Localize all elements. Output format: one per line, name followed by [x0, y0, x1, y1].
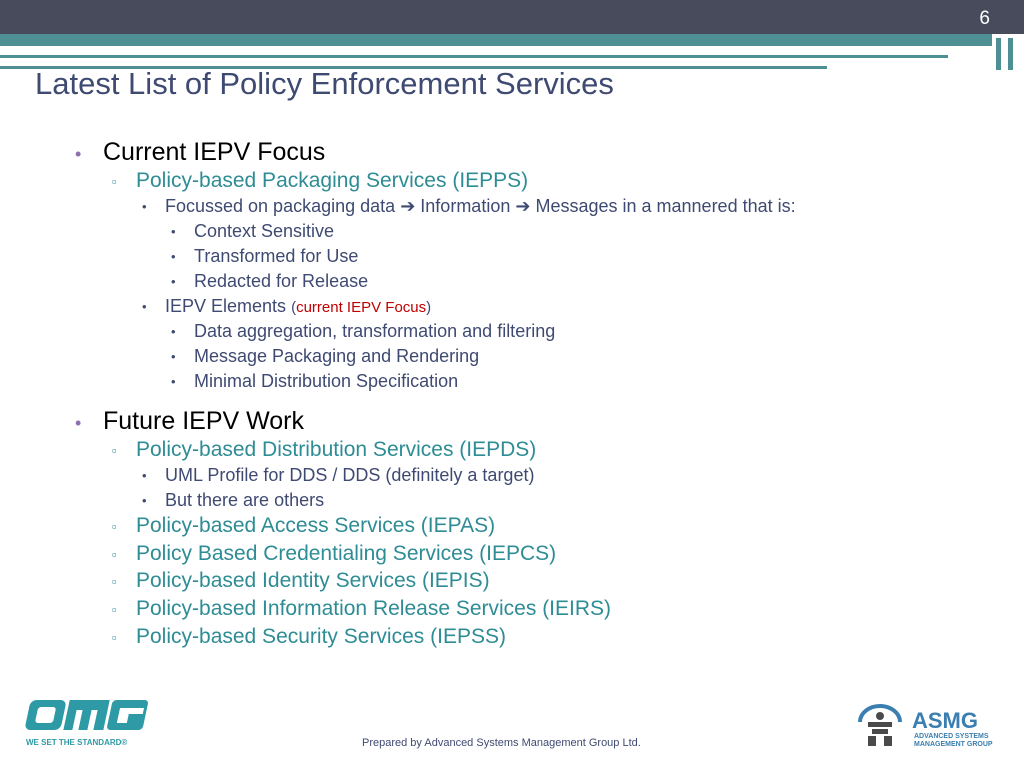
- iepv-elements-label: IEPV Elements: [165, 296, 287, 316]
- asmg-tagline-1: ADVANCED SYSTEMS: [914, 733, 989, 740]
- dot-bullet-icon: •: [171, 249, 176, 264]
- asmg-figure-icon: [860, 706, 900, 746]
- asmg-logo-text: ASMG: [912, 708, 978, 733]
- item-iepas: Policy-based Access Services (IEPAS): [136, 514, 496, 537]
- asmg-logo: [858, 704, 998, 750]
- square-bullet-icon: ▫: [112, 602, 117, 617]
- dot-bullet-icon: •: [171, 224, 176, 239]
- dot-bullet-icon: •: [142, 299, 147, 314]
- item-redacted: Redacted for Release: [194, 271, 369, 291]
- dot-bullet-icon: •: [171, 349, 176, 364]
- focussed-information: Information: [420, 196, 511, 216]
- round-bullet-icon: •: [75, 413, 82, 433]
- dot-bullet-icon: •: [142, 199, 147, 214]
- square-bullet-icon: ▫: [112, 574, 117, 589]
- bullet-future-work: Future IEPV Work: [103, 407, 304, 435]
- asmg-tagline-2: MANAGEMENT GROUP: [914, 741, 993, 748]
- item-ieirs: Policy-based Information Release Services (IEIRS): [136, 597, 612, 620]
- item-iepps: Policy-based Packaging Services (IEPPS): [136, 169, 529, 192]
- footer-prepared-by: Prepared by Advanced Systems Management Group Ltd.: [362, 737, 641, 749]
- square-bullet-icon: ▫: [112, 174, 117, 189]
- item-others: But there are others: [165, 490, 325, 510]
- dot-bullet-icon: •: [171, 274, 176, 289]
- bullet-current-focus: Current IEPV Focus: [103, 138, 326, 166]
- slide-title: Latest List of Policy Enforcement Services: [35, 66, 614, 101]
- square-bullet-icon: ▫: [112, 630, 117, 645]
- focussed-suffix: Messages in a mannered that is:: [535, 196, 796, 216]
- item-iepss: Policy-based Security Services (IEPSS): [136, 625, 506, 648]
- focussed-prefix: Focussed on packaging data: [165, 196, 396, 216]
- item-context-sensitive: Context Sensitive: [194, 221, 335, 241]
- item-minimal-distribution: Minimal Distribution Specification: [194, 371, 459, 391]
- square-bullet-icon: ▫: [112, 443, 117, 458]
- page-number: 6: [979, 8, 990, 29]
- item-iepis: Policy-based Identity Services (IEPIS): [136, 569, 490, 592]
- dot-bullet-icon: •: [171, 324, 176, 339]
- square-bullet-icon: ▫: [112, 519, 117, 534]
- dot-bullet-icon: •: [171, 374, 176, 389]
- right-arrow-icon: ➔: [515, 196, 531, 216]
- paren-open: (: [291, 299, 297, 316]
- item-iepds: Policy-based Distribution Services (IEPDS): [136, 438, 537, 461]
- iepv-elements-note: current IEPV Focus: [296, 299, 427, 316]
- dot-bullet-icon: •: [142, 468, 147, 483]
- item-message-packaging: Message Packaging and Rendering: [194, 346, 480, 366]
- item-uml-profile: UML Profile for DDS / DDS (definitely a target): [165, 465, 535, 485]
- item-iepv-elements: [165, 296, 431, 317]
- item-data-aggregation: Data aggregation, transformation and filtering: [194, 321, 556, 341]
- omg-tagline: WE SET THE STANDARD®: [26, 738, 128, 747]
- right-arrow-icon: ➔: [400, 196, 416, 216]
- item-transformed: Transformed for Use: [194, 246, 359, 266]
- item-focussed: [165, 196, 796, 217]
- square-bullet-icon: ▫: [112, 547, 117, 562]
- round-bullet-icon: •: [75, 144, 82, 164]
- dot-bullet-icon: •: [142, 493, 147, 508]
- item-iepcs: Policy Based Credentialing Services (IEPCS): [136, 542, 557, 565]
- paren-close: ): [426, 299, 432, 316]
- omg-logo: [24, 694, 152, 750]
